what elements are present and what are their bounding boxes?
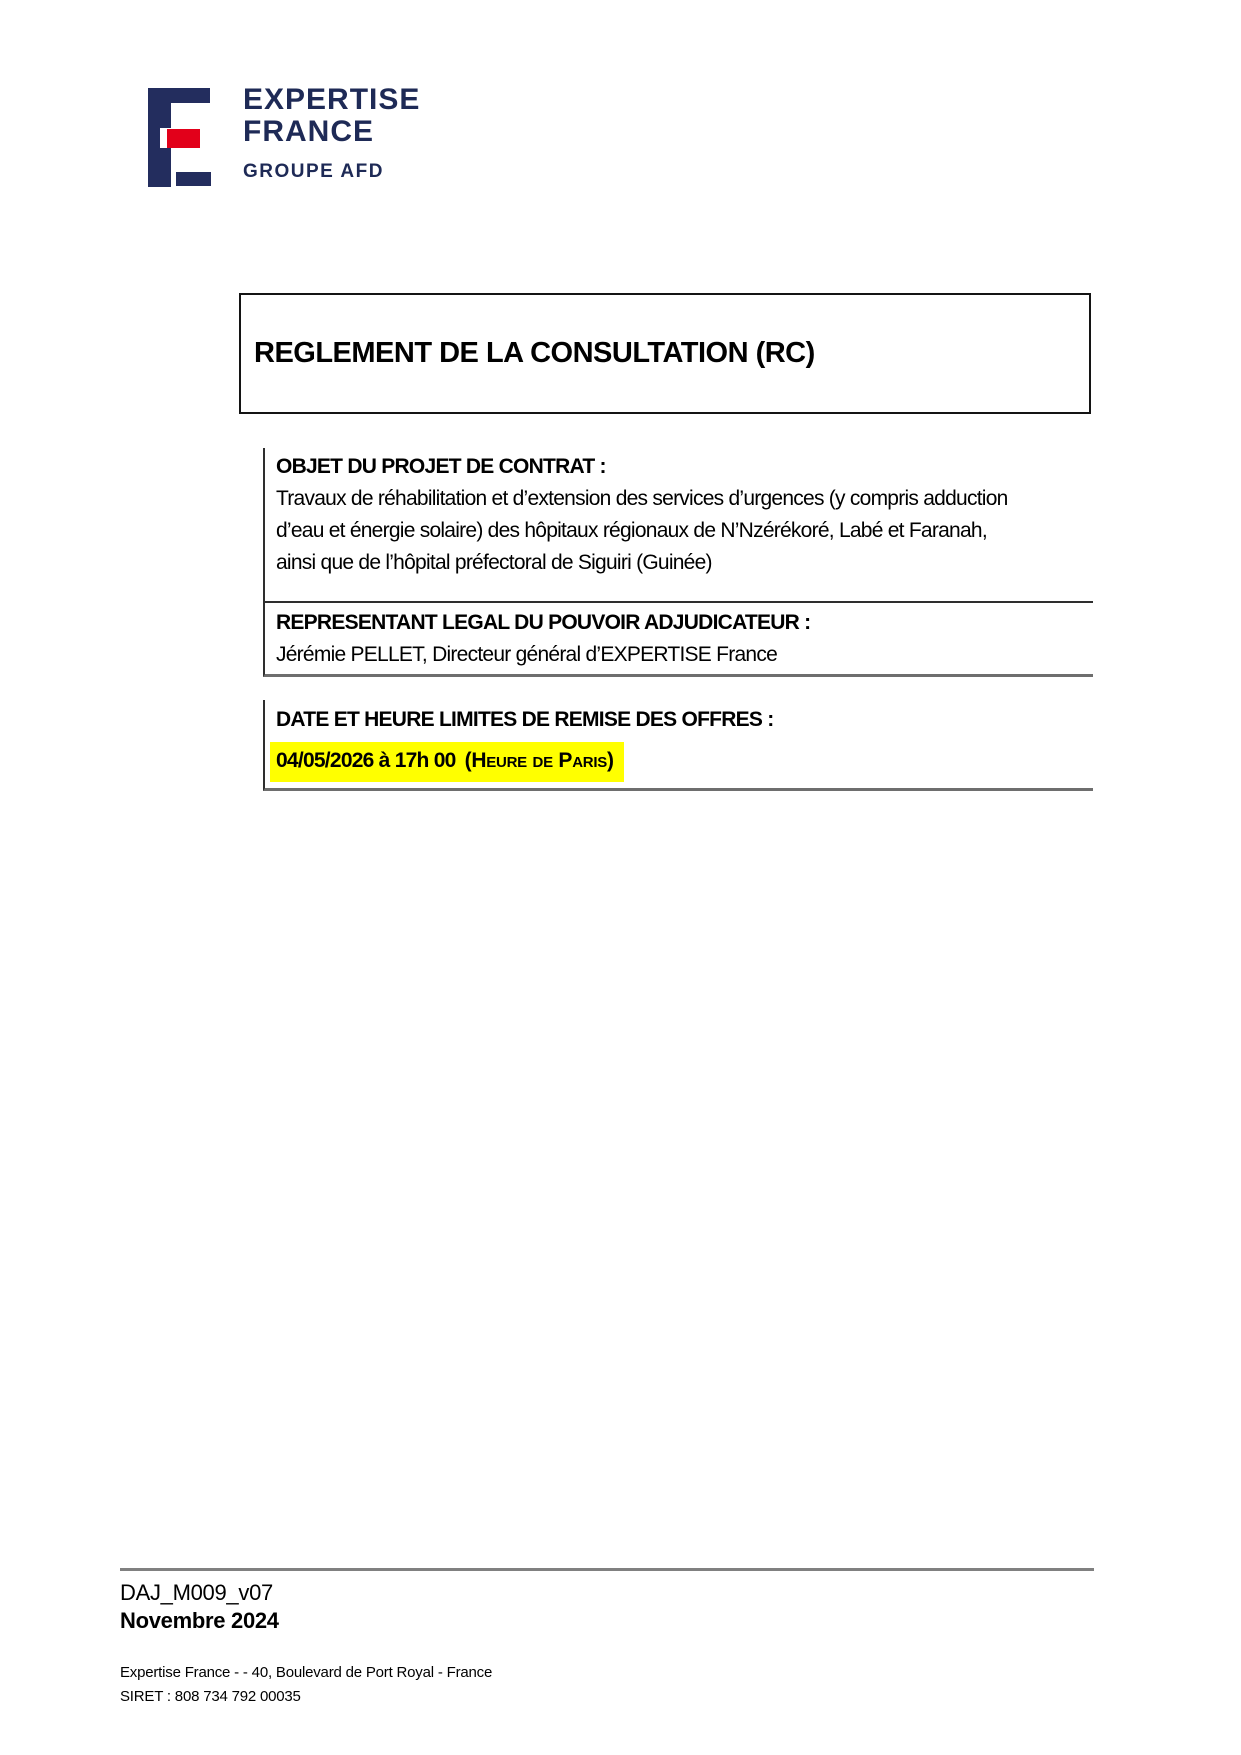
footer-address: Expertise France - - 40, Boulevard de Port Royal - France <box>120 1664 493 1681</box>
logo-top-arm <box>148 88 210 103</box>
deadline-heading: DATE ET HEURE LIMITES DE REMISE DES OFFRES : <box>276 708 774 731</box>
logo-bottom-arm <box>176 172 211 186</box>
footer-divider <box>120 1568 1094 1571</box>
objet-heading: OBJET DU PROJET DE CONTRAT : <box>276 455 606 478</box>
contract-info-sections <box>263 448 1093 677</box>
representant-body: Jérémie PELLET, Directeur général d’EXPERTISE France <box>276 643 778 666</box>
section-representant <box>265 603 1093 674</box>
footer-siret: SIRET : 808 734 792 00035 <box>120 1688 301 1705</box>
deadline-timezone: (Heure de Paris) <box>464 749 614 772</box>
deadline-highlight <box>270 742 624 782</box>
objet-body-line: ainsi que de l’hôpital préfectoral de Siguiri (Guinée) <box>276 551 712 574</box>
section-deadline <box>263 700 1093 791</box>
logo-wordmark <box>243 84 420 183</box>
logo-text-groupe-afd: GROUPE AFD <box>243 161 384 182</box>
logo-text-france: FRANCE <box>243 115 374 148</box>
deadline-row <box>276 742 1093 782</box>
objet-body-line: d’eau et énergie solaire) des hôpitaux régionaux de N’Nzérékoré, Labé et Faranah, <box>276 519 987 542</box>
representant-heading: REPRESENTANT LEGAL DU POUVOIR ADJUDICATEUR : <box>276 611 811 634</box>
footer-doc-date: Novembre 2024 <box>120 1608 279 1633</box>
expertise-france-logo-icon <box>148 88 212 187</box>
objet-body-line: Travaux de réhabilitation et d’extension des services d’urgences (y compris adduction <box>276 487 1008 510</box>
logo-text-expertise: EXPERTISE <box>243 83 421 116</box>
page-title: REGLEMENT DE LA CONSULTATION (RC) <box>254 337 815 369</box>
logo-red-bar <box>167 129 200 148</box>
section-objet <box>265 448 1093 603</box>
title-box <box>239 293 1091 414</box>
deadline-date: 04/05/2026 à 17h 00 <box>276 749 456 772</box>
footer-doc-ref: DAJ_M009_v07 <box>120 1580 273 1605</box>
